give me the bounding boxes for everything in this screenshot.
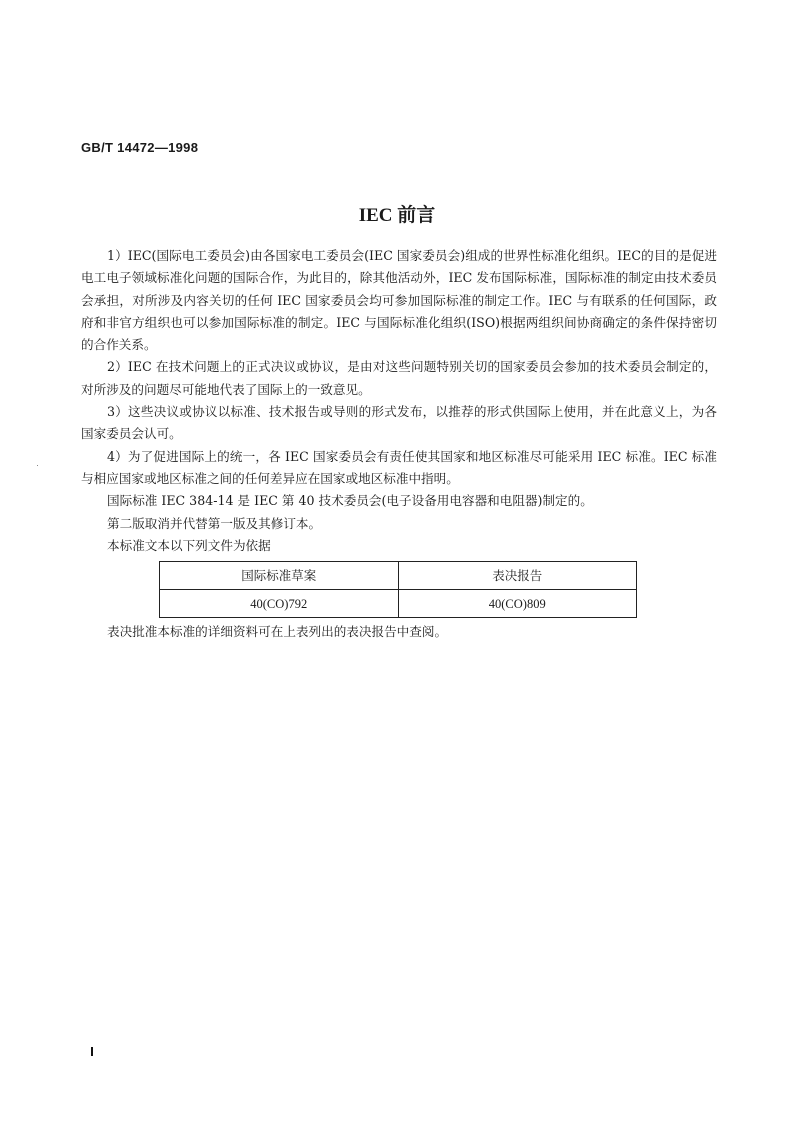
page-title: IEC 前言 <box>358 205 436 226</box>
table-row <box>160 590 637 618</box>
paragraph-6: 第二版取消并代替第一版及其修订本。 <box>107 515 322 531</box>
paragraph-2: 2）IEC 在技术问题上的正式决议或协议，是由对这些问题特别关切的国家委员会参加的技术委员会制定的，对所涉及的问题尽可能地代表了国际上的一致意见。 <box>81 359 717 397</box>
page-mark <box>91 1047 93 1056</box>
paragraph-3: 3）这些决议或协议以标准、技术报告或导则的形式发布，以推荐的形式供国际上使用，并在此意义上，为各国家委员会认可。 <box>81 404 717 442</box>
table-header-row <box>160 562 637 590</box>
basis-table <box>159 561 637 618</box>
paragraph-1: 1）IEC(国际电工委员会)由各国家电工委员会(IEC 国家委员会)组成的世界性标准化组织。IEC的目的是促进电工电子领域标准化问题的国际合作，为此目的，除其他活动外，IEC 发布国际标准，国际标准的制定由技术委员会承担，对所涉及内容关切的任何 IEC 国家委员会均可参加国际标准的制定工作。IEC 与有联系的任何国际，政府和非官方组织也可以参加国际标准的制定。IEC 与国际标准化组织(ISO)根据两组织间协商确定的条件保持密切的合作关系。 <box>81 248 717 353</box>
table-header-cell: 表决报告 <box>398 562 637 590</box>
table-cell: 40(CO)809 <box>398 590 637 618</box>
table-header-cell: 国际标准草案 <box>160 562 399 590</box>
paragraph-7: 本标准文本以下列文件为依据 <box>107 537 271 553</box>
scan-speck <box>37 465 38 466</box>
paragraph-5: 国际标准 IEC 384-14 是 IEC 第 40 技术委员会(电子设备用电容器和电阻器)制定的。 <box>107 493 593 509</box>
table-cell: 40(CO)792 <box>160 590 399 618</box>
closing-paragraph: 表决批准本标准的详细资料可在上表列出的表决报告中查阅。 <box>107 624 448 640</box>
standard-code: GB/T 14472—1998 <box>81 140 199 155</box>
paragraph-4: 4）为了促进国际上的统一，各 IEC 国家委员会有责任使其国家和地区标准尽可能采用 IEC 标准。IEC 标准与相应国家或地区标准之间的任何差异应在国家或地区标准中指明。 <box>81 448 717 486</box>
document-body <box>81 245 717 643</box>
